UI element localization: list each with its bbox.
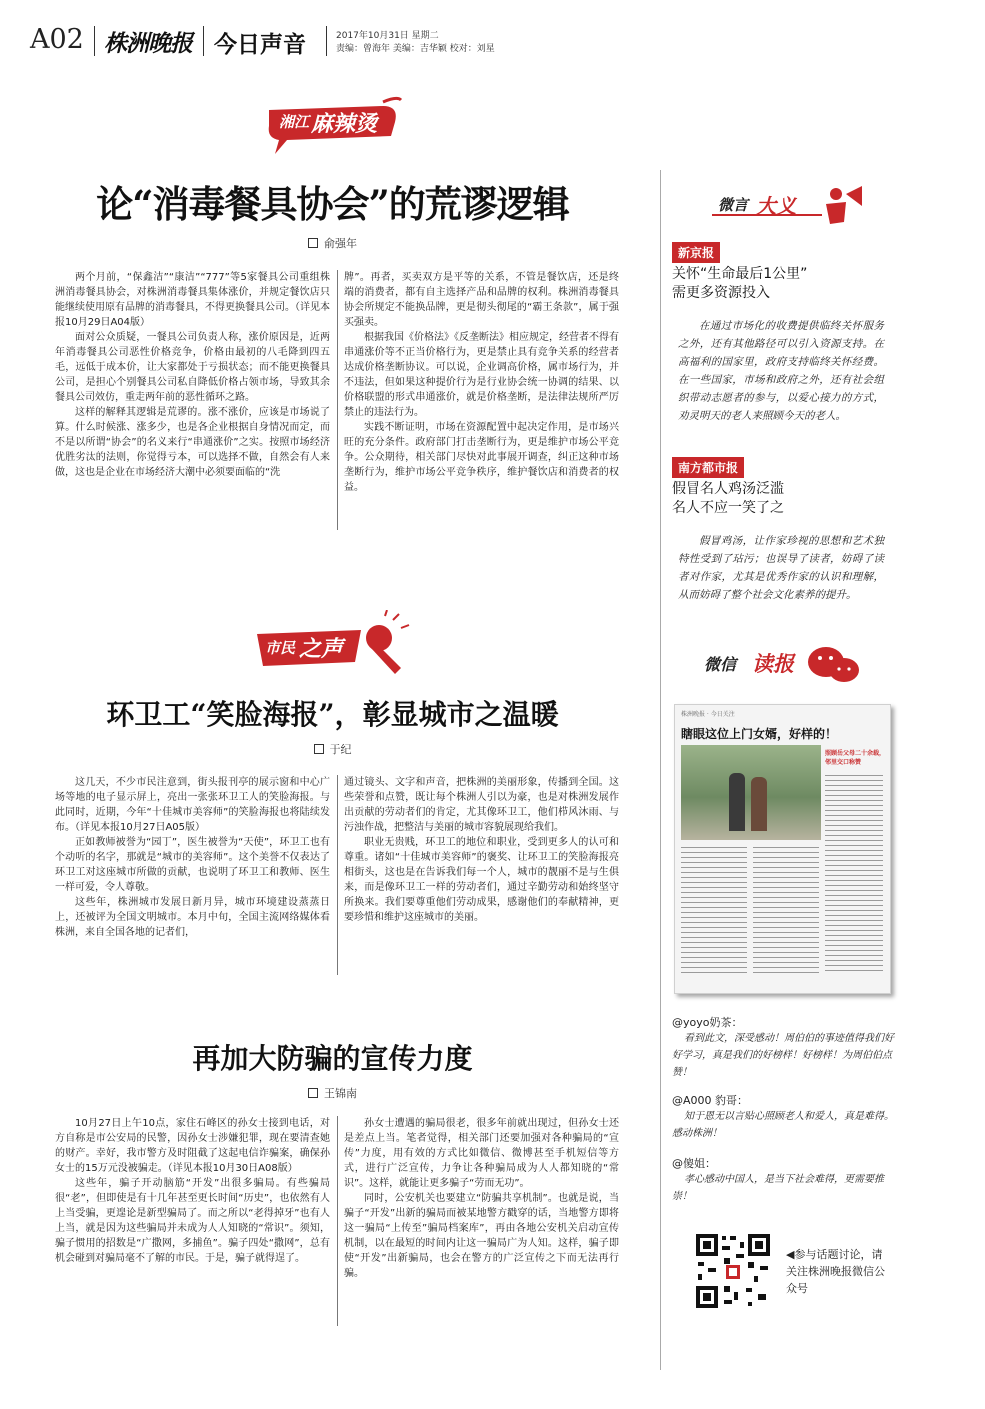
wechat-article-clipping[interactable] <box>674 704 891 994</box>
author-name: 于纪 <box>329 743 352 756</box>
paper-name-logo: 株洲晚报 <box>104 30 192 57</box>
paragraph: 面对公众质疑，一餐具公司负责人称，涨价原因是，近两年消毒餐具公司恶性价格竞争，价格由最初的八毛降到四五毛，远低于成本价，让大家都处于亏损状态；而不能更换餐具公司，是担心个别餐具公司私自降低价格占领市场，导致其余餐具公司效仿，重走两年前的恶性循环之路。 <box>55 332 330 403</box>
header-date: 2017年10月31日 星期二 <box>336 31 439 41</box>
header-editors: 责编：曾海年 美编：吉华颖 校对：刘星 <box>336 44 495 54</box>
comment-user: @yoyo奶茶： <box>672 1016 743 1029</box>
article-byline <box>0 1085 665 1101</box>
photo-person <box>751 777 767 831</box>
sidebar-headline: 关怀“生命最后1公里” 需更多资源投入 <box>672 266 808 301</box>
article-column <box>344 775 619 925</box>
qr-code[interactable] <box>694 1232 772 1310</box>
source-tag: 新京报 <box>672 242 720 263</box>
source-tag: 南方都市报 <box>672 457 744 478</box>
banner-big-text: 之声 <box>299 637 344 662</box>
paragraph: 这些年，骗子开动脑筋“开发”出很多骗局。有些骗局很“老”，但即使是有十几年甚至更长时间“历史”，也依然有人上当受骗，更遑论是新型骗局了。而之所以“老得掉牙”也有人上当，就是因为这些骗局并未成为人人知晓的“常识”。须知，骗子惯用的招数是“广撒网，多捕鱼”。骗子四处“撒网”，总有机会碰到对骗局毫不了解的市民。于是，骗子就得逞了。 <box>55 1178 330 1264</box>
clip-text-block <box>825 775 883 975</box>
article-column <box>55 1116 330 1266</box>
banner-big-text: 大义 <box>756 194 796 218</box>
sidebar-item <box>672 242 890 425</box>
paragraph: 正如教师被誉为“园丁”，医生被誉为“天使”，环卫工也有个动听的名字，那就是“城市的美容师”。这个美誉不仅表达了环卫工对这座城市所做的贡献，也说明了环卫工和教师、医生一样可爱，令人尊敬。 <box>55 837 330 893</box>
banner-big-text: 读报 <box>752 652 794 676</box>
page-header <box>0 18 985 68</box>
clip-headline: 瞎眼这位上门女婿，好样的！ <box>681 727 838 741</box>
comment-user: @A000 豹哥： <box>672 1094 749 1107</box>
reader-comment <box>672 1155 894 1205</box>
reader-comment <box>672 1092 894 1142</box>
sidebar-banner-wechat <box>700 640 870 690</box>
paragraph: 同时，公安机关也要建立“防骗共享机制”。也就是说，当骗子“开发”出新的骗局而被某地警方戳穿的话，当地警方即将这一骗局“上传至”骗局档案库”，再由各地公安机关启动宣传机制，以在最短的时间内让这一骗局广为人知。这样，骗子即使“开发”出新骗局，也会在警方的广泛宣传之下而无法再行骗。 <box>344 1193 619 1279</box>
paragraph: 10月27日上午10点，家住石峰区的孙女士接到电话，对方自称是市公安局的民警，因孙女士涉嫌犯罪，现在要清查她的财产。幸好，我市警方及时阻截了这起电信诈骗案，确保孙女士的15万元没被骗走。（详见本报10月30日A08版） <box>55 1118 330 1174</box>
banner-small-text: 微信 <box>704 655 737 674</box>
sidebar-excerpt: 在通过市场化的收费提供临终关怀服务之外，还有其他路径可以引入资源支持。在高福利的国家里，政府支持临终关怀经费。在一些国家，市场和政府之外，还有社会组织带动志愿者的参与，以爱心接力的方式，劝灵明天的老人来照顾今天的老人。 <box>678 320 884 422</box>
article-column <box>344 1116 619 1281</box>
paragraph: 孙女士遭遇的骗局很老，很多年前就出现过，但孙女士还是差点上当。笔者觉得，相关部门还要加强对各种骗局的“宣传”力度，用有效的方式比如微信、微博甚至手机短信等方式，进行广泛宣传，力争让各种骗局成为人人都知晓的“常识”。这样，就能让更多骗子“劳而无功”。 <box>344 1118 619 1189</box>
article-column <box>55 775 330 940</box>
sidebar-item <box>672 457 890 604</box>
article-title: 论“消毒餐具协会”的荒谬逻辑 <box>96 182 569 226</box>
banner-small-text: 湘江 <box>279 113 310 131</box>
column-rule <box>337 1116 338 1326</box>
column-banner-shimin <box>255 610 415 680</box>
reader-comment <box>672 1014 894 1081</box>
header-divider <box>94 26 95 56</box>
banner-big-text: 麻辣烫 <box>311 112 378 137</box>
sidebar-divider <box>660 170 661 1370</box>
banner-small-text: 微言 <box>718 196 749 214</box>
column-banner-xiangjiang <box>265 92 405 162</box>
qr-caption: ◀参与话题讨论，请关注株洲晚报微信公众号 <box>786 1248 885 1295</box>
paragraph: 这些年，株洲城市发展日新月异，城市环境建设蒸蒸日上，还被评为全国文明城市。本月中旬，全国主流网络媒体看株洲，来自全国各地的记者们， <box>55 897 330 938</box>
wechat-icon <box>804 642 864 686</box>
header-divider <box>326 26 327 56</box>
clip-text-block <box>681 847 747 977</box>
article-byline <box>0 741 665 757</box>
sidebar-headline: 假冒名人鸡汤泛滥 名人不应一笑了之 <box>672 481 784 516</box>
clip-subhead: 照顾岳父母二十余载，邻里交口称赞 <box>825 750 886 766</box>
paragraph: 这样的解释其逻辑是荒谬的。涨不涨价，应该是市场说了算。什么时候涨、涨多少，也是各企业根据自身情况而定，而不是以所谓“协会”的名义来行“串通涨价”之实。按照市场经济优胜劣汰的法则，你觉得亏本，可以选择不做，自然会有人来做，这也是企业在市场经济大潮中必须要面临的“洗 <box>55 407 330 478</box>
article-byline <box>0 235 665 251</box>
header-divider <box>203 26 204 56</box>
column-rule <box>337 775 338 975</box>
clip-header-line: 株洲晚报 · 今日关注 <box>681 711 735 718</box>
author-name: 俞强年 <box>324 237 357 250</box>
comment-text: 看到此文，深受感动！周伯伯的事迹值得我们好好学习，真是我们的好榜样！好榜样！为周伯伯点赞！ <box>672 1033 894 1078</box>
comment-text: 知于恩无以言贴心照顾老人和爱人，真是难得。感动株洲！ <box>672 1111 894 1139</box>
photo-person <box>729 773 745 831</box>
paragraph: 职业无贵贱，环卫工的地位和职业，受到更多人的认可和尊重。诸如“十佳城市美容师”的褒奖、让环卫工的笑脸海报亮相街头，这也是在告诉我们每一个人，城市的靓丽不是与生俱来，而是像环卫工一样的劳动者们，通过辛勤劳动和始终坚守所换来。我们要尊重他们劳动成果，感谢他们的奉献精神，更要珍惜和维护这座城市的美丽。 <box>344 837 619 923</box>
clip-text-block <box>753 847 819 977</box>
paragraph: 这几天，不少市民注意到，街头报刊亭的展示窗和中心广场等地的电子显示屏上，亮出一张张环卫工人的笑脸海报。与此同时，近期，今年“十佳城市美容师”的笑脸海报也将陆续发布。（详见本报10月27日A05版） <box>55 777 330 833</box>
comment-user: @傻姐： <box>672 1157 716 1170</box>
sidebar-banner-weiyan <box>712 182 872 232</box>
paragraph: 牌”。再者，买卖双方是平等的关系，不管是餐饮店，还是终端的消费者，都有自主选择产品和品牌的权利。株洲消毒餐具协会所规定不能换品牌，更是彻头彻尾的“霸王条款”，属于强买强卖。 <box>344 272 619 328</box>
qr-code-icon <box>694 1232 772 1310</box>
paragraph: 实践不断证明，市场在资源配置中起决定作用，是市场兴旺的充分条件。政府部门打击垄断行为，更是维护市场公平竞争。公众期待，相关部门尽快对此事展开调查，纠正这种市场垄断行为，维护市场公平竞争秩序，维护餐饮店和消费者的权益。 <box>344 422 619 493</box>
column-rule <box>337 270 338 530</box>
article-title: 再加大防骗的宣传力度 <box>192 1042 473 1075</box>
page-number: A02 <box>30 24 84 55</box>
paragraph: 根据我国《价格法》《反垄断法》相应规定，经营者不得有串通涨价等不正当价格行为，更是禁止具有竞争关系的经营者达成价格垄断协议。可以说，企业调高价格，属市场行为，并不违法，但如果这种提价行为是行业协会统一协调的结果、以价格联盟的形式串通涨价，就是价格垄断，是法律法规所严厉禁止的违法行为。 <box>344 332 619 418</box>
section-title: 今日声音 <box>214 32 306 58</box>
banner-small-text: 市民 <box>265 639 296 657</box>
paragraph: 通过镜头、文字和声音，把株洲的美丽形象，传播到全国。这些荣誉和点赞，既让每个株洲人引以为豪，也是对株洲发展作出贡献的劳动者们的肯定，尤其像环卫工，他们栉风沐雨、与污浊作战，把整洁与美丽的城市容貌展现给我们。 <box>344 777 619 833</box>
article-column <box>55 270 330 480</box>
sidebar-excerpt: 假冒鸡汤，让作家珍视的思想和艺术独特性受到了玷污；也误导了读者，妨碍了读者对作家，尤其是优秀作家的认识和理解，从而妨碍了整个社会文化素养的提升。 <box>678 535 884 601</box>
article-title: 环卫工“笑脸海报”，彰显城市之温暖 <box>106 698 559 731</box>
article-column <box>344 270 619 495</box>
author-name: 王锦南 <box>324 1087 357 1100</box>
clip-photo <box>681 745 821 840</box>
comment-text: 孝心感动中国人，是当下社会难得，更需要推崇！ <box>672 1174 884 1202</box>
paragraph: 两个月前，“保鑫洁”“康洁”“777”等5家餐具公司重组株洲消毒餐具协会，对株洲消毒餐具集体涨价，并规定餐饮店只能继续使用原有品牌的消毒餐具，不得更换餐具公司。（详见本报10月29日A04版） <box>55 272 330 328</box>
